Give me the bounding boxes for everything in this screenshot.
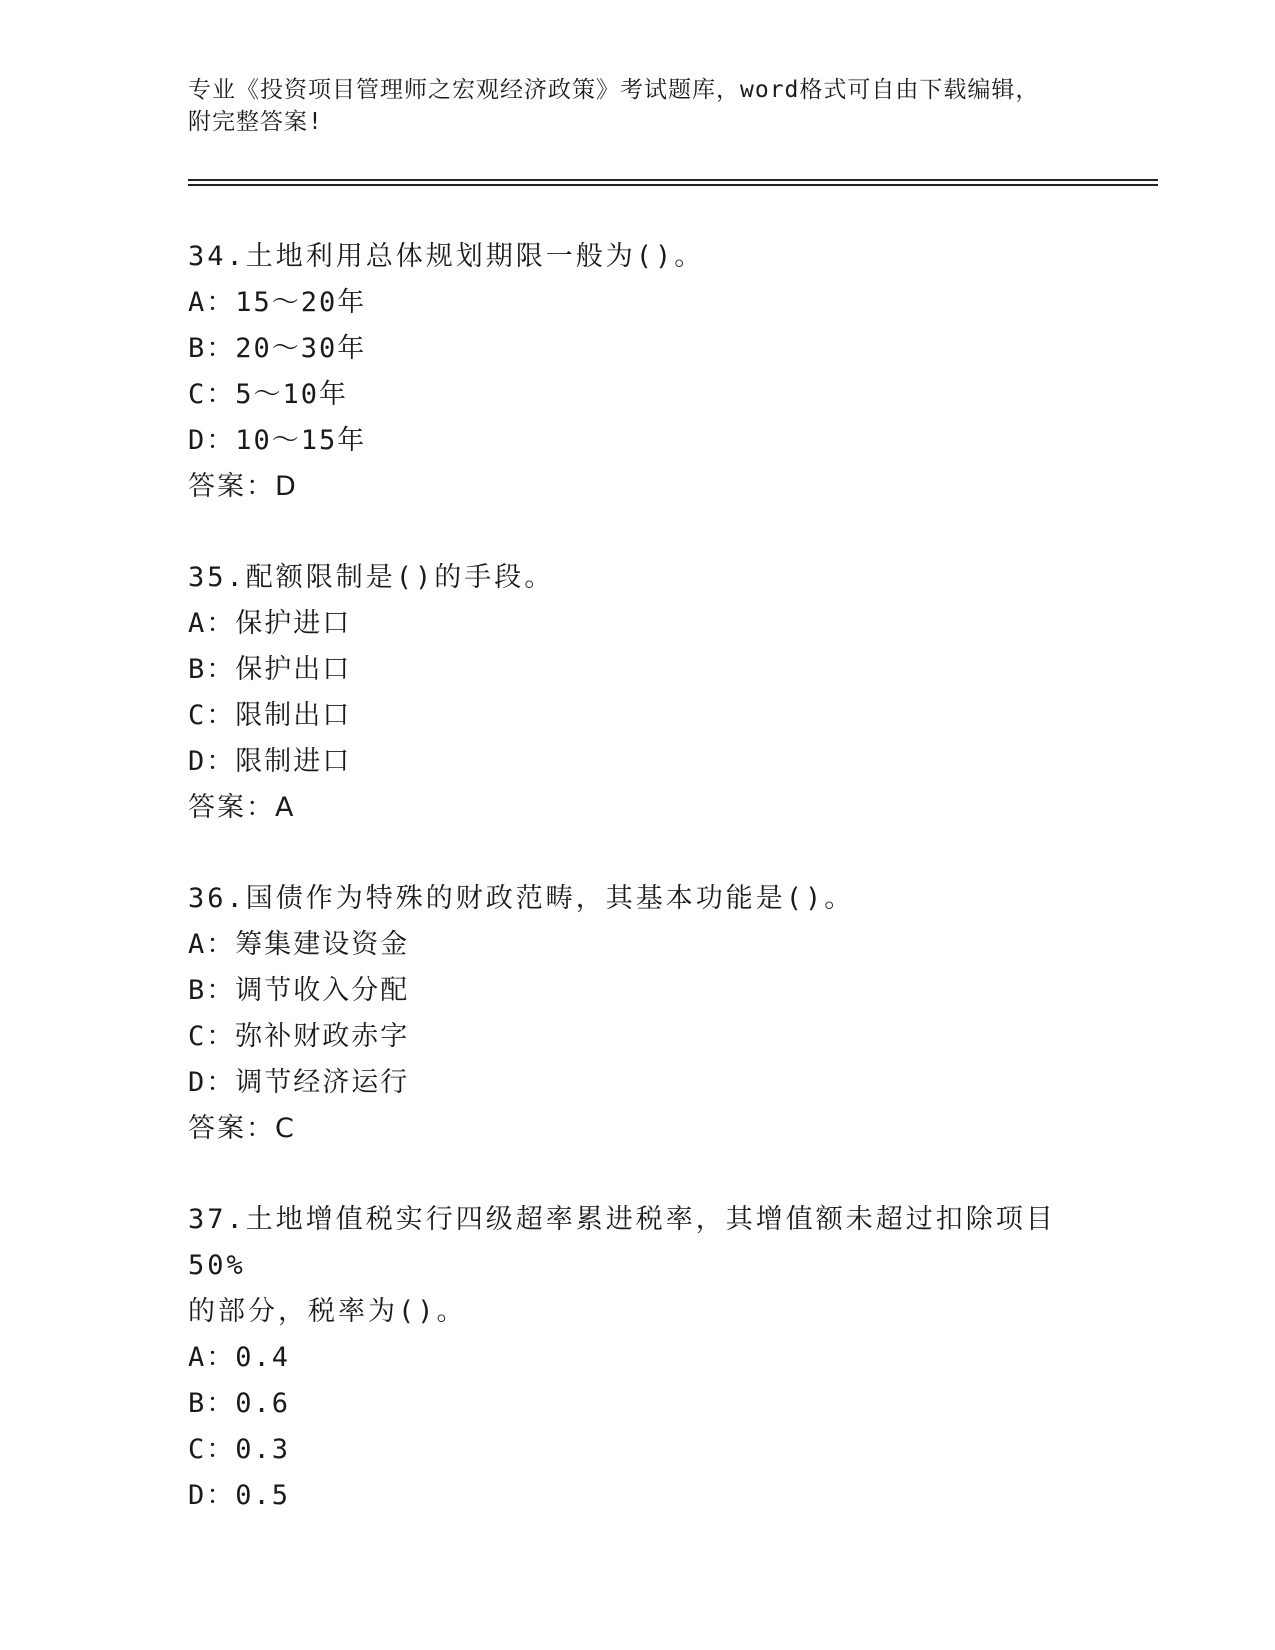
option-d: D：限制进口	[188, 746, 352, 777]
option-c: C：弥补财政赤字	[188, 1021, 410, 1052]
option-b: B：20～30年	[188, 333, 367, 364]
option-a: A：0.4	[188, 1342, 291, 1373]
question-35	[188, 555, 1088, 831]
option-b: B：调节收入分配	[188, 975, 410, 1006]
option-d: D：10～15年	[188, 425, 367, 456]
question-stem: 36.国债作为特殊的财政范畴，其基本功能是()。	[188, 883, 855, 914]
option-c: C：0.3	[188, 1434, 291, 1465]
option-c: C：限制出口	[188, 700, 352, 731]
document-header	[188, 74, 1088, 138]
option-b: B：0.6	[188, 1388, 291, 1419]
header-line-1: 专业《投资项目管理师之宏观经济政策》考试题库，word格式可自由下载编辑，	[188, 77, 1040, 103]
answer-line: 答案：D	[188, 471, 298, 502]
answer-line: 答案：A	[188, 792, 296, 823]
question-stem: 35.配额限制是()的手段。	[188, 562, 555, 593]
question-stem-line-2: 的部分，税率为()。	[188, 1296, 467, 1327]
question-34	[188, 234, 1088, 510]
option-a: A：保护进口	[188, 608, 352, 639]
question-stem-line-1: 37.土地增值税实行四级超率累进税率，其增值额未超过扣除项目50%	[188, 1204, 1056, 1281]
option-b: B：保护出口	[188, 654, 352, 685]
question-36	[188, 876, 1088, 1152]
option-d: D：调节经济运行	[188, 1067, 410, 1098]
option-a: A：筹集建设资金	[188, 929, 410, 960]
answer-line: 答案：C	[188, 1113, 296, 1144]
question-stem: 34.土地利用总体规划期限一般为()。	[188, 241, 705, 272]
header-divider-top	[188, 179, 1158, 181]
header-divider-bottom	[188, 184, 1158, 186]
option-c: C：5～10年	[188, 379, 349, 410]
option-d: D：0.5	[188, 1480, 291, 1511]
question-37	[188, 1197, 1088, 1519]
header-line-2: 附完整答案!	[188, 109, 323, 135]
option-a: A：15～20年	[188, 287, 367, 318]
